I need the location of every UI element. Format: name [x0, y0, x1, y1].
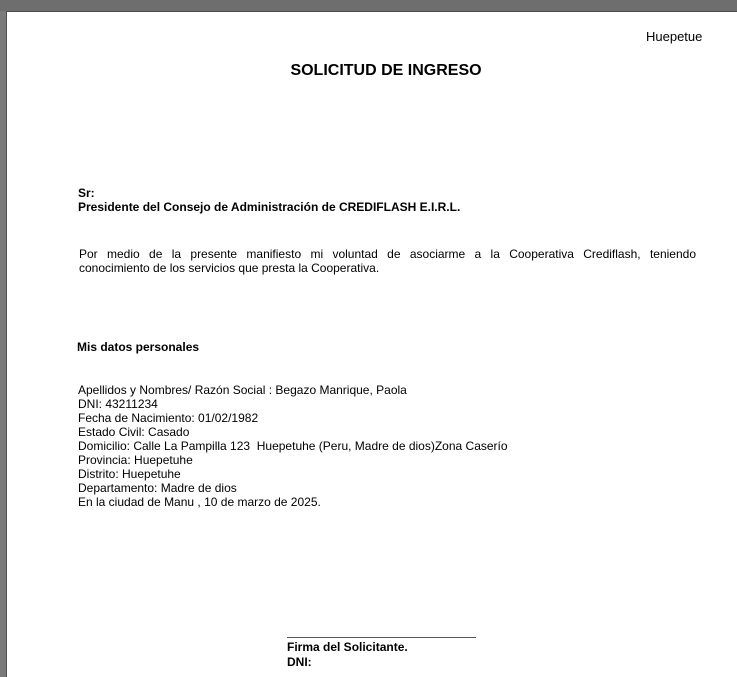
document-page [7, 12, 737, 677]
viewer-left-strip [0, 11, 7, 677]
body-line-1: Por medio de la presente manifiesto mi voluntad de asociarme a la Cooperativa Crediflash, teniendo [79, 247, 696, 261]
place-name: Huepetue [646, 29, 703, 44]
data-line-birthdate: Fecha de Nacimiento: 01/02/1982 [78, 411, 259, 425]
data-line-city-date: En la ciudad de Manu , 10 de marzo de 2025. [78, 495, 321, 509]
salutation: Sr: [78, 186, 95, 200]
body-paragraph [79, 247, 696, 275]
signature-line [287, 637, 476, 638]
viewer-top-bar [0, 0, 737, 12]
addressee-block [78, 186, 460, 214]
data-line-dni: DNI: 43211234 [78, 397, 158, 411]
signature-dni: DNI: [287, 655, 312, 669]
data-line-district: Distrito: Huepetuhe [78, 467, 181, 481]
body-line-2: conocimiento de los servicios que presta la Cooperativa. [79, 261, 380, 275]
personal-data-list [78, 383, 508, 509]
data-line-name: Apellidos y Nombres/ Razón Social : Begazo Manrique, Paola [78, 383, 407, 397]
signature-block [287, 640, 408, 670]
addressee: Presidente del Consejo de Administración de CREDIFLASH E.I.R.L. [78, 200, 461, 214]
data-line-civil-status: Estado Civil: Casado [78, 425, 190, 439]
data-line-department: Departamento: Madre de dios [78, 481, 237, 495]
signature-label: Firma del Solicitante. [287, 640, 408, 654]
document-title: SOLICITUD DE INGRESO [290, 62, 482, 79]
data-line-address: Domicilio: Calle La Pampilla 123 Huepetuhe (Peru, Madre de dios)Zona Caserío [78, 439, 508, 453]
section-heading: Mis datos personales [77, 340, 200, 354]
data-line-province: Provincia: Huepetuhe [78, 453, 193, 467]
